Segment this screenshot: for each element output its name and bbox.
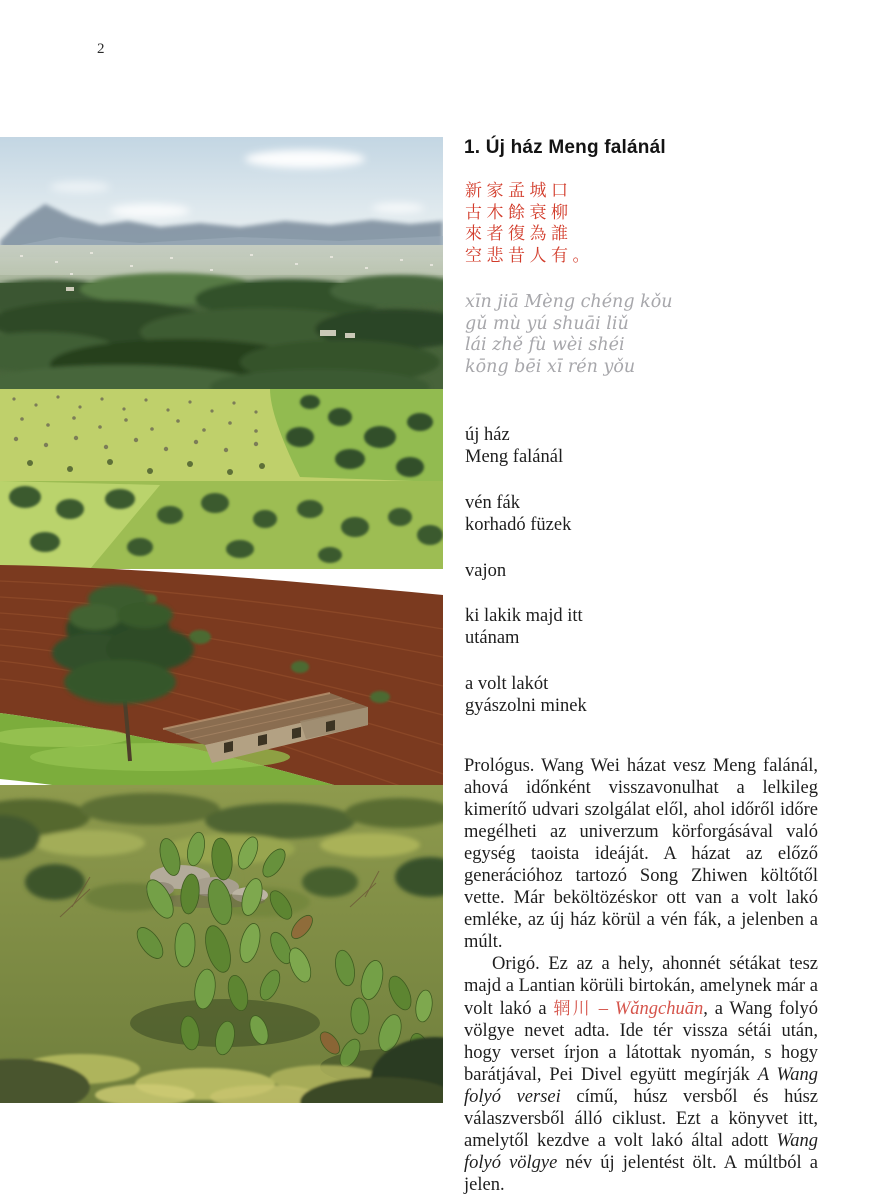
- verse-stanza: [465, 605, 587, 650]
- origo-paragraph: [464, 953, 818, 1196]
- verse-line: vén fák: [465, 492, 520, 513]
- verse-line: gyászolni minek: [465, 696, 587, 717]
- origo-segment-normal: Origó. Ez az a hely, ahonnét sétákat tesz majd a Lantian körüli birtokán, amelynek már a volt lakó a: [464, 954, 818, 1019]
- origo-segment-red-italic: –: [591, 998, 615, 1019]
- chinese-poem-line: 古木餘衰柳: [465, 202, 573, 223]
- landscape-photo-illustration: [0, 137, 443, 1103]
- pinyin-line: kōng bēi xī rén yǒu: [465, 357, 636, 378]
- verse-stanza: [465, 424, 587, 469]
- chinese-poem: [465, 181, 594, 268]
- origo-segment-red: 辋川: [553, 998, 592, 1019]
- verse-stanza: [465, 560, 587, 582]
- hungarian-translation: [465, 424, 587, 741]
- chinese-poem-line: 來者復為誰: [465, 224, 573, 245]
- verse-stanza: [465, 673, 587, 718]
- page-number: 2: [97, 41, 105, 57]
- verse-line: ki lakik majd itt: [465, 606, 583, 627]
- verse-line: korhadó füzek: [465, 515, 572, 536]
- verse-stanza: [465, 492, 587, 537]
- origo-segment-normal: című, húsz versből és húsz válaszversből álló ciklust. Ezt a könyvet itt, amelytől kezdve a volt lakó által adott: [464, 1086, 818, 1151]
- origo-segment-normal: név új jelentést ölt. A múltból a jelen.: [464, 1152, 818, 1195]
- verse-line: Meng falánál: [465, 447, 564, 468]
- text-column: [464, 137, 819, 1195]
- verse-line: utánam: [465, 628, 520, 649]
- verse-line: a volt lakót: [465, 673, 549, 694]
- pinyin-line: gǔ mù yú shuāi liǔ: [465, 313, 629, 334]
- pinyin-line: xīn jiā Mèng chéng kǒu: [465, 292, 673, 312]
- pinyin-transliteration: [465, 292, 673, 379]
- chinese-poem-line: 空悲昔人有。: [465, 246, 594, 267]
- origo-segment-italic: Wang folyó völgye: [464, 1130, 818, 1173]
- landscape-photo: [0, 137, 443, 1103]
- verse-line: vajon: [465, 560, 507, 581]
- prologue-paragraph: Prológus. Wang Wei házat vesz Meng falánál, ahová időnként visszavonulhat a lelkileg kimerítő udvari szolgálat elől, ahol időről időre megélheti az univerzum körforgásával való egység taoista ideáját. A házat az előző generációhoz tartozó Song Zhiwen költőtől vette. Már beköltözéskor ott van a volt lakó emléke, az új ház körül a vén fák, a jelenben a múlt.: [464, 756, 818, 953]
- origo-segment-normal: , a Wang folyó völgye nevet adta. Ide tér vissza sétái után, hogy verset írjon a látottak nyomán, s hogy barátjával, Pei Divel együtt megírják: [464, 998, 819, 1085]
- origo-segment-italic: A Wang folyó versei: [464, 1064, 818, 1107]
- origo-segment-red-italic: Wǎngchuān: [614, 998, 704, 1019]
- poem-title: 1. Új ház Meng falánál: [464, 137, 666, 158]
- verse-line: új ház: [465, 425, 510, 445]
- commentary: [464, 755, 818, 1196]
- pinyin-line: lái zhě fù wèi shéi: [465, 335, 625, 356]
- chinese-poem-line: 新家孟城口: [465, 181, 573, 201]
